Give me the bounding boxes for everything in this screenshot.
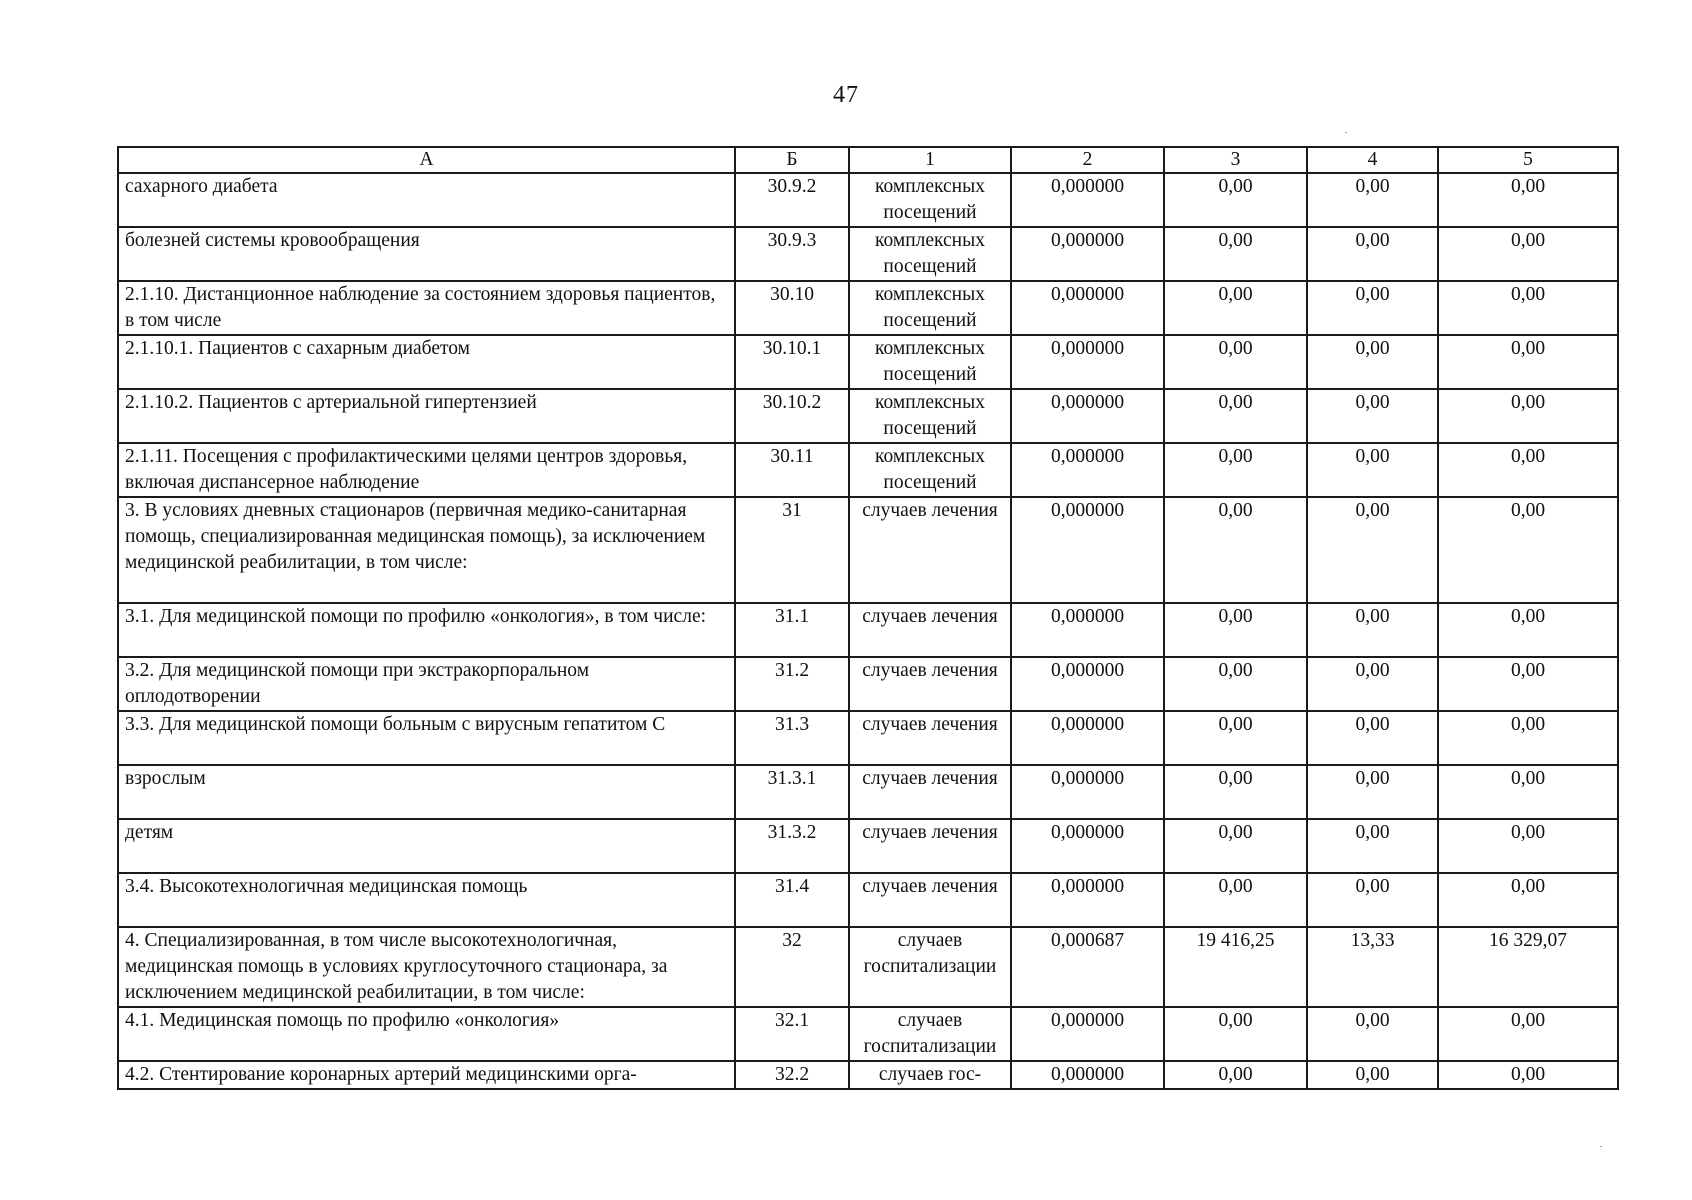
row-code: 30.11 bbox=[735, 443, 849, 497]
table-row bbox=[118, 603, 1618, 657]
row-unit: случаев госпитализации bbox=[849, 1007, 1011, 1061]
table-row bbox=[118, 443, 1618, 497]
row-col-2: 0,000000 bbox=[1011, 819, 1164, 873]
row-col-5: 0,00 bbox=[1438, 1007, 1618, 1061]
row-col-3: 0,00 bbox=[1164, 1007, 1307, 1061]
row-col-2: 0,000000 bbox=[1011, 335, 1164, 389]
row-unit: комплексных посещений bbox=[849, 227, 1011, 281]
row-label: 3.2. Для медицинской помощи при экстракорпоральном оплодотворении bbox=[118, 657, 735, 711]
row-col-5: 0,00 bbox=[1438, 227, 1618, 281]
table-row bbox=[118, 711, 1618, 765]
column-header: 4 bbox=[1307, 147, 1438, 173]
column-header: 1 bbox=[849, 147, 1011, 173]
row-col-4: 0,00 bbox=[1307, 1061, 1438, 1089]
row-label: 2.1.11. Посещения с профилактическими целями центров здоровья, включая диспансерное наблюдение bbox=[118, 443, 735, 497]
row-col-5: 0,00 bbox=[1438, 335, 1618, 389]
column-header: 3 bbox=[1164, 147, 1307, 173]
row-unit: случаев лечения bbox=[849, 603, 1011, 657]
row-col-2: 0,000000 bbox=[1011, 711, 1164, 765]
row-col-5: 0,00 bbox=[1438, 443, 1618, 497]
row-code: 30.10.2 bbox=[735, 389, 849, 443]
row-col-4: 0,00 bbox=[1307, 711, 1438, 765]
row-code: 31.3.1 bbox=[735, 765, 849, 819]
header-row bbox=[118, 147, 1618, 173]
row-label: 3.1. Для медицинской помощи по профилю «онкология», в том числе: bbox=[118, 603, 735, 657]
row-label: детям bbox=[118, 819, 735, 873]
row-col-3: 0,00 bbox=[1164, 227, 1307, 281]
row-col-3: 19 416,25 bbox=[1164, 927, 1307, 1007]
row-col-4: 0,00 bbox=[1307, 173, 1438, 227]
row-label: 2.1.10.2. Пациентов с артериальной гипертензией bbox=[118, 389, 735, 443]
row-code: 30.10.1 bbox=[735, 335, 849, 389]
row-col-4: 0,00 bbox=[1307, 765, 1438, 819]
table-row bbox=[118, 497, 1618, 603]
row-col-4: 0,00 bbox=[1307, 873, 1438, 927]
row-label: 2.1.10. Дистанционное наблюдение за состоянием здоровья пациентов, в том числе bbox=[118, 281, 735, 335]
table-row bbox=[118, 1061, 1618, 1089]
row-col-5: 0,00 bbox=[1438, 497, 1618, 603]
row-unit: комплексных посещений bbox=[849, 389, 1011, 443]
row-unit: случаев лечения bbox=[849, 711, 1011, 765]
row-col-4: 0,00 bbox=[1307, 1007, 1438, 1061]
row-unit: случаев госпитализации bbox=[849, 927, 1011, 1007]
statistics-table bbox=[117, 146, 1619, 1090]
row-col-3: 0,00 bbox=[1164, 335, 1307, 389]
row-col-2: 0,000000 bbox=[1011, 173, 1164, 227]
row-label: 2.1.10.1. Пациентов с сахарным диабетом bbox=[118, 335, 735, 389]
row-col-3: 0,00 bbox=[1164, 873, 1307, 927]
row-col-2: 0,000000 bbox=[1011, 389, 1164, 443]
table-row bbox=[118, 873, 1618, 927]
table-row bbox=[118, 927, 1618, 1007]
row-col-3: 0,00 bbox=[1164, 603, 1307, 657]
row-col-4: 0,00 bbox=[1307, 443, 1438, 497]
row-col-2: 0,000687 bbox=[1011, 927, 1164, 1007]
row-col-3: 0,00 bbox=[1164, 281, 1307, 335]
row-col-4: 0,00 bbox=[1307, 819, 1438, 873]
row-unit: комплексных посещений bbox=[849, 281, 1011, 335]
row-col-2: 0,000000 bbox=[1011, 765, 1164, 819]
table-row bbox=[118, 819, 1618, 873]
row-label: сахарного диабета bbox=[118, 173, 735, 227]
row-unit: случаев лечения bbox=[849, 765, 1011, 819]
row-unit: случаев лечения bbox=[849, 497, 1011, 603]
column-header: Б bbox=[735, 147, 849, 173]
row-col-5: 0,00 bbox=[1438, 819, 1618, 873]
row-col-5: 0,00 bbox=[1438, 873, 1618, 927]
row-col-2: 0,000000 bbox=[1011, 281, 1164, 335]
row-code: 31.4 bbox=[735, 873, 849, 927]
row-col-3: 0,00 bbox=[1164, 173, 1307, 227]
row-col-3: 0,00 bbox=[1164, 657, 1307, 711]
row-col-4: 0,00 bbox=[1307, 335, 1438, 389]
row-label: болезней системы кровообращения bbox=[118, 227, 735, 281]
row-code: 30.9.3 bbox=[735, 227, 849, 281]
table-row bbox=[118, 173, 1618, 227]
row-col-3: 0,00 bbox=[1164, 711, 1307, 765]
row-unit: случаев гос- bbox=[849, 1061, 1011, 1089]
scan-speck bbox=[1600, 1146, 1602, 1147]
row-code: 31 bbox=[735, 497, 849, 603]
row-col-5: 0,00 bbox=[1438, 281, 1618, 335]
row-col-3: 0,00 bbox=[1164, 819, 1307, 873]
table-row bbox=[118, 227, 1618, 281]
row-col-4: 0,00 bbox=[1307, 497, 1438, 603]
row-code: 31.3.2 bbox=[735, 819, 849, 873]
row-col-4: 0,00 bbox=[1307, 281, 1438, 335]
row-col-5: 0,00 bbox=[1438, 1061, 1618, 1089]
row-col-5: 0,00 bbox=[1438, 389, 1618, 443]
column-header: 5 bbox=[1438, 147, 1618, 173]
row-col-3: 0,00 bbox=[1164, 765, 1307, 819]
row-col-5: 0,00 bbox=[1438, 603, 1618, 657]
row-col-3: 0,00 bbox=[1164, 389, 1307, 443]
table-row bbox=[118, 1007, 1618, 1061]
table-row bbox=[118, 657, 1618, 711]
row-col-2: 0,000000 bbox=[1011, 1007, 1164, 1061]
row-code: 30.9.2 bbox=[735, 173, 849, 227]
row-col-4: 13,33 bbox=[1307, 927, 1438, 1007]
column-header: 2 bbox=[1011, 147, 1164, 173]
row-col-5: 0,00 bbox=[1438, 765, 1618, 819]
row-col-2: 0,000000 bbox=[1011, 657, 1164, 711]
row-unit: комплексных посещений bbox=[849, 335, 1011, 389]
row-code: 32.2 bbox=[735, 1061, 849, 1089]
row-col-5: 0,00 bbox=[1438, 173, 1618, 227]
row-col-2: 0,000000 bbox=[1011, 603, 1164, 657]
scan-speck bbox=[1345, 132, 1347, 133]
table-body bbox=[118, 173, 1618, 1089]
row-col-3: 0,00 bbox=[1164, 443, 1307, 497]
row-col-2: 0,000000 bbox=[1011, 443, 1164, 497]
row-col-2: 0,000000 bbox=[1011, 497, 1164, 603]
row-col-5: 16 329,07 bbox=[1438, 927, 1618, 1007]
row-col-4: 0,00 bbox=[1307, 227, 1438, 281]
table-row bbox=[118, 389, 1618, 443]
column-header: А bbox=[118, 147, 735, 173]
row-col-5: 0,00 bbox=[1438, 711, 1618, 765]
row-col-4: 0,00 bbox=[1307, 603, 1438, 657]
row-code: 30.10 bbox=[735, 281, 849, 335]
row-code: 32.1 bbox=[735, 1007, 849, 1061]
page-number: 47 bbox=[833, 82, 859, 108]
row-col-5: 0,00 bbox=[1438, 657, 1618, 711]
row-col-4: 0,00 bbox=[1307, 389, 1438, 443]
table-row bbox=[118, 765, 1618, 819]
row-unit: случаев лечения bbox=[849, 819, 1011, 873]
row-col-4: 0,00 bbox=[1307, 657, 1438, 711]
row-col-3: 0,00 bbox=[1164, 1061, 1307, 1089]
row-label: 4.1. Медицинская помощь по профилю «онкология» bbox=[118, 1007, 735, 1061]
row-label: 4. Специализированная, в том числе высокотехнологичная, медицинская помощь в условиях круглосуточного стационара, за исключением медицинской реабилитации, в том числе: bbox=[118, 927, 735, 1007]
row-unit: случаев лечения bbox=[849, 873, 1011, 927]
row-col-2: 0,000000 bbox=[1011, 1061, 1164, 1089]
row-unit: комплексных посещений bbox=[849, 173, 1011, 227]
row-col-2: 0,000000 bbox=[1011, 227, 1164, 281]
row-code: 32 bbox=[735, 927, 849, 1007]
row-unit: случаев лечения bbox=[849, 657, 1011, 711]
row-label: 4.2. Стентирование коронарных артерий медицинскими орга- bbox=[118, 1061, 735, 1089]
row-col-3: 0,00 bbox=[1164, 497, 1307, 603]
row-unit: комплексных посещений bbox=[849, 443, 1011, 497]
table-row bbox=[118, 281, 1618, 335]
row-code: 31.3 bbox=[735, 711, 849, 765]
row-code: 31.2 bbox=[735, 657, 849, 711]
row-label: 3. В условиях дневных стационаров (первичная медико-санитарная помощь, специализированная медицинская помощь), за исключением медицинской реабилитации, в том числе: bbox=[118, 497, 735, 603]
row-code: 31.1 bbox=[735, 603, 849, 657]
row-col-2: 0,000000 bbox=[1011, 873, 1164, 927]
table-row bbox=[118, 335, 1618, 389]
row-label: 3.4. Высокотехнологичная медицинская помощь bbox=[118, 873, 735, 927]
row-label: взрослым bbox=[118, 765, 735, 819]
row-label: 3.3. Для медицинской помощи больным с вирусным гепатитом С bbox=[118, 711, 735, 765]
